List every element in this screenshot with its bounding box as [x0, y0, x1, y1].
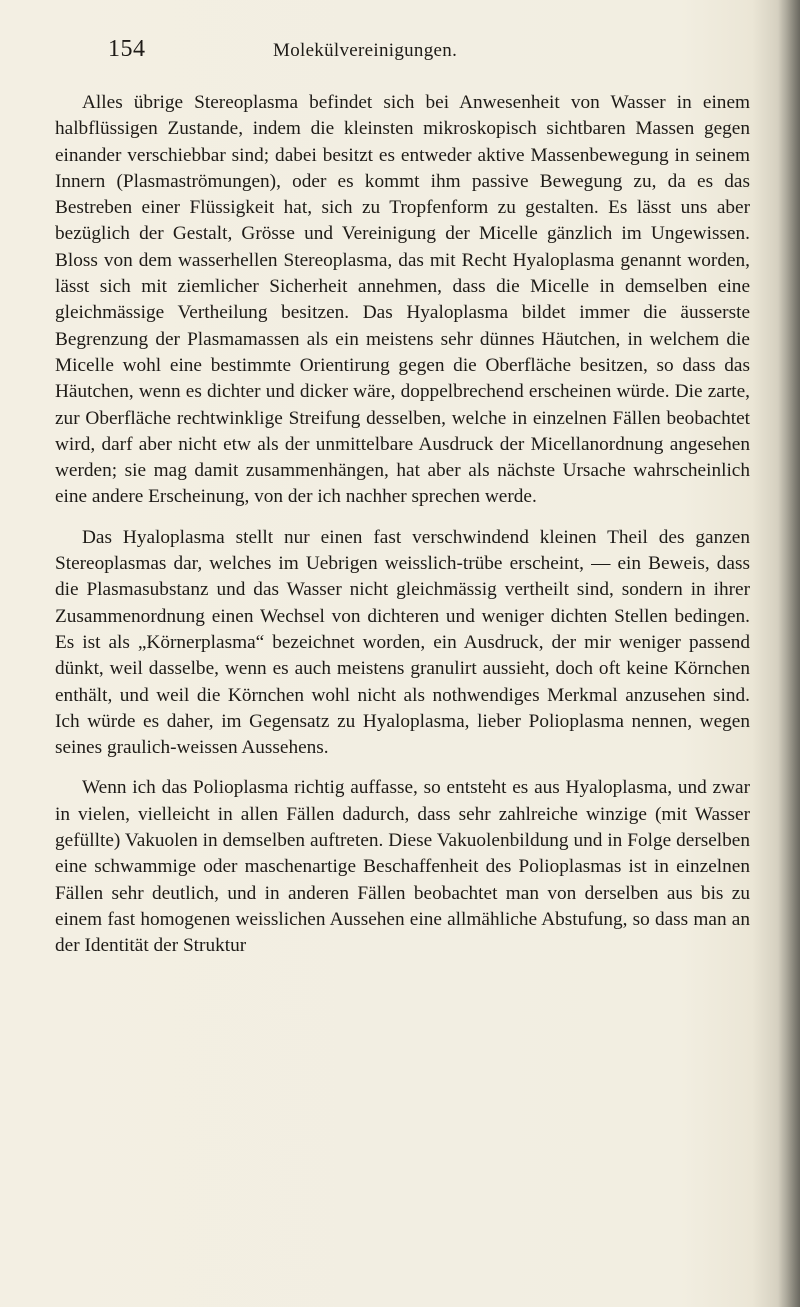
paragraph-2: Das Hyaloplasma stellt nur einen fast verschwindend kleinen Theil des ganzen Stereoplasmas dar, welches im Uebrigen weisslich-trübe erscheint, — ein Beweis, dass die Plasmasubstanz und das Wasser nicht gleichmässig vertheilt sind, sondern in ihrer Zusammenordnung einen Wechsel von dichteren und weniger dichten Stellen bedingen. Es ist als „Körnerplasma“ bezeichnet worden, ein Ausdruck, der mir weniger passend dünkt, weil dasselbe, wenn es auch meistens granulirt aussieht, doch oft keine Körnchen enthält, und weil die Körnchen wohl nicht als nothwendiges Merkmal anzusehen sind. Ich würde es daher, im Gegensatz zu Hyaloplasma, lieber Polioplasma nennen, wegen seines graulich-weissen Aussehens.: [55, 526, 750, 759]
paragraph-1: Alles übrige Stereoplasma befindet sich bei Anwesenheit von Wasser in einem halbflüssigen Zustande, indem die kleinsten mikroskopisch sichtbaren Massen gegen einander verschiebbar sind; dabei besitzt es entweder aktive Massenbewegung in seinem Innern (Plasmaströmungen), oder es kommt ihm passive Bewegung zu, da es das Bestreben einer Flüssigkeit hat, sich zu Tropfenform zu gestalten. Es lässt uns aber bezüglich der Gestalt, Grösse und Vereinigung der Micelle gänzlich im Ungewissen. Bloss von dem wasserhellen Stereoplasma, das mit Recht Hyaloplasma genannt worden, lässt sich mit ziemlicher Sicherheit annehmen, dass die Micelle in demselben eine gleichmässige Vertheilung besitzen. Das Hyaloplasma bildet immer die äusserste Begrenzung der Plasmamassen als ein meistens sehr dünnes Häutchen, in welchem die Micelle wohl eine bestimmte Orientirung gegen die Oberfläche besitzen, so dass das Häutchen, wenn es dichter und dicker wäre, doppelbrechend erscheinen würde. Die zarte, zur Oberfläche rechtwinklige Streifung desselben, welche in einzelnen Fällen beobachtet wird, darf aber nicht etw als der unmittelbare Ausdruck der Micellanordnung angesehen werden; sie mag damit zusammenhängen, hat aber als nächste Ursache wahrscheinlich eine andere Erscheinung, von der ich nachher sprechen werde.: [55, 92, 750, 508]
paragraph-3: Wenn ich das Polioplasma richtig auffasse, so entsteht es aus Hyaloplasma, und zwar in vielen, vielleicht in allen Fällen dadurch, dass sehr zahlreiche winzige (mit Wasser gefüllte) Vakuolen in demselben auftreten. Diese Vakuolenbildung und in Folge derselben eine schwammige oder maschenartige Beschaffenheit des Polioplasmas ist in einzelnen Fällen sehr deutlich, und in anderen Fällen beobachtet man von derselben aus bis zu einem fast homogenen weisslichen Aussehen eine allmähliche Abstufung, so dass man an der Identität der Struktur: [55, 777, 750, 957]
running-header: [108, 36, 748, 72]
header-title: Molekülvereinigungen.: [273, 40, 458, 61]
page-edge-shadow: [778, 0, 800, 1307]
page-number: 154: [108, 36, 146, 62]
body-text: [55, 90, 750, 974]
